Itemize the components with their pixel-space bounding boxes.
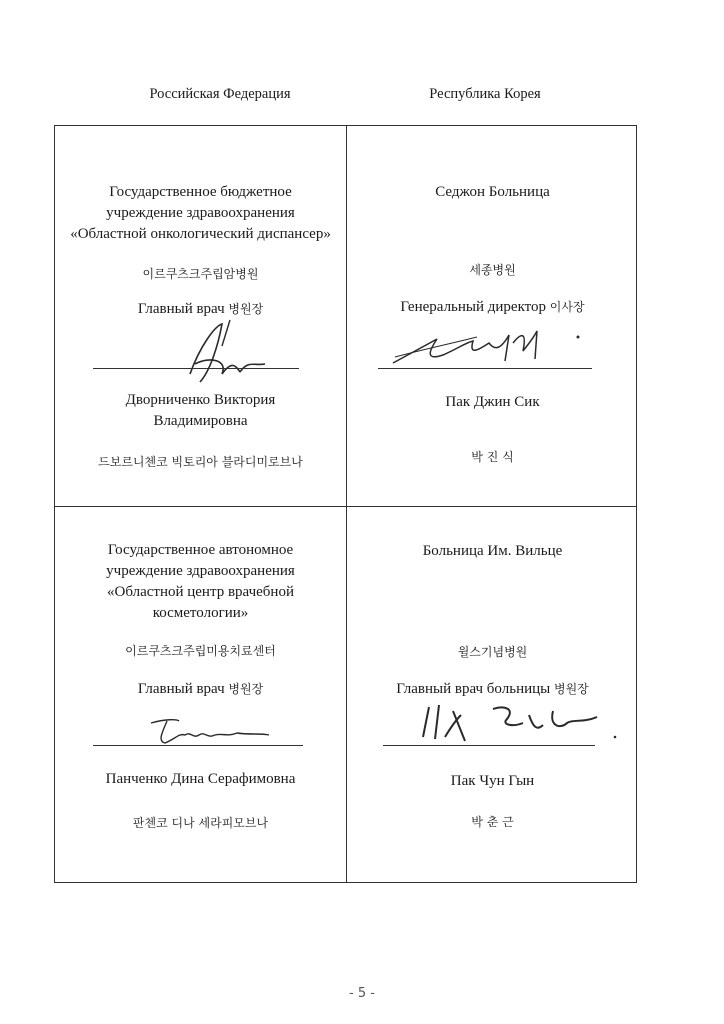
signature-line: [93, 368, 299, 369]
signer-name-ko: 판첸코 디나 세라피모브나: [132, 816, 269, 830]
org-name-ru: Больница Им. Вильце: [422, 543, 563, 559]
signature-line: [383, 745, 595, 746]
cell-wiltse-hospital: [347, 507, 638, 887]
signer-name-ru: Дворниченко Виктория Владимировна: [125, 392, 276, 429]
org-name-ru: Государственное автономное учреждение здравоохранения «Областной центр врачебной косметологии»: [106, 542, 295, 621]
org-name-ru: Государственное бюджетное учреждение здравоохранения «Областной онкологический диспансер»: [70, 184, 331, 242]
cell-oncology-dispensary: [55, 126, 346, 506]
cell-sejong-hospital: [347, 126, 638, 506]
cell-cosmetology-center: [55, 507, 346, 887]
signer-name-ru: Пак Джин Сик: [445, 394, 540, 410]
position-title: Главный врач 병원장: [137, 681, 264, 697]
signer-name-ru: Панченко Дина Серафимовна: [105, 771, 296, 787]
signer-name-ko: 박 진 식: [471, 450, 514, 464]
signer-name-ko: 드보르니첸코 빅토리아 블라디미로브나: [98, 455, 303, 469]
position-title: Главный врач 병원장: [137, 301, 264, 317]
country-header-korea: Республика Корея: [429, 86, 541, 102]
position-title: Генеральный директор 이사장: [400, 299, 585, 315]
signature-mark: [405, 697, 620, 752]
position-title: Главный врач больницы 병원장: [396, 681, 589, 697]
org-name-ko: 이르쿠츠크주립암병원: [142, 267, 259, 281]
signature-line: [378, 368, 592, 369]
org-name-ko: 세종병원: [469, 263, 516, 277]
org-name-ko: 이르쿠츠크주립미용치료센터: [125, 644, 276, 658]
org-name-ko: 윌스기념병원: [457, 645, 528, 659]
org-name-ru: Седжон Больница: [435, 184, 550, 200]
signer-name-ru: Пак Чун Гын: [450, 773, 535, 789]
signature-table: [54, 125, 637, 883]
page-number: - 5 -: [349, 986, 375, 1001]
signature-mark: [170, 316, 280, 394]
signature-line: [93, 745, 303, 746]
country-header-russia: Российская Федерация: [149, 86, 291, 102]
signer-name-ko: 박 춘 근: [471, 815, 514, 829]
